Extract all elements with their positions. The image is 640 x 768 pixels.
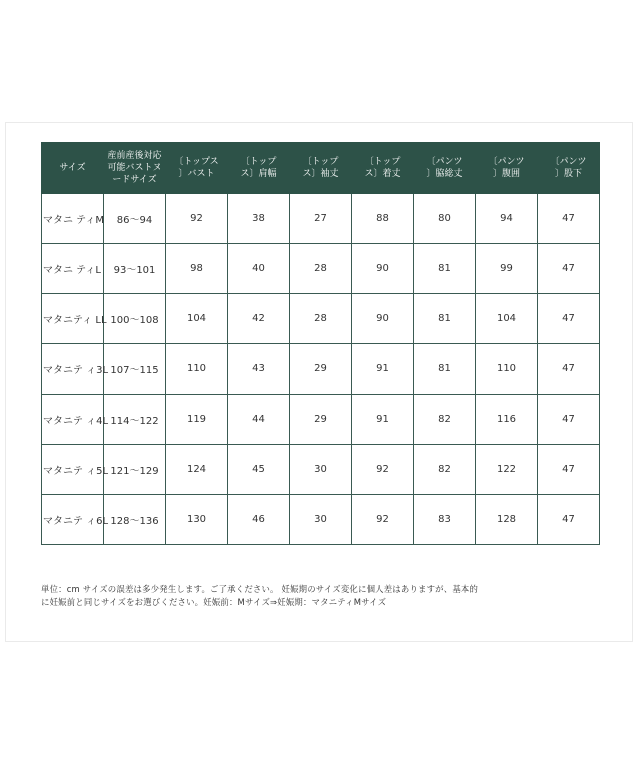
- table-cell: 92: [166, 194, 228, 244]
- header-cell: 〔パンツ 〕腹囲: [476, 143, 538, 194]
- table-cell: 30: [290, 494, 352, 544]
- table-cell: 40: [228, 244, 290, 294]
- header-cell: 〔トップ ス〕着丈: [352, 143, 414, 194]
- header-cell: 〔トップス 〕バスト: [166, 143, 228, 194]
- table-cell: 122: [476, 444, 538, 494]
- table-cell: 28: [290, 244, 352, 294]
- table-cell: 116: [476, 394, 538, 444]
- table-cell: 27: [290, 194, 352, 244]
- size-name-cell: マタニテ ィ5L: [42, 444, 104, 494]
- header-cell: 〔トップ ス〕肩幅: [228, 143, 290, 194]
- table-cell: 92: [352, 494, 414, 544]
- table-cell: 107～115: [104, 344, 166, 394]
- table-row: [42, 444, 600, 494]
- table-cell: 81: [414, 344, 476, 394]
- table-cell: 30: [290, 444, 352, 494]
- table-cell: 83: [414, 494, 476, 544]
- table-cell: 91: [352, 394, 414, 444]
- table-cell: 104: [476, 294, 538, 344]
- table-cell: 124: [166, 444, 228, 494]
- table-cell: 44: [228, 394, 290, 444]
- table-cell: 80: [414, 194, 476, 244]
- table-cell: 38: [228, 194, 290, 244]
- note-line-2: に妊娠前と同じサイズをお選びください。妊娠前：Mサイズ⇒妊娠期：マタニティMサイズ: [41, 597, 387, 607]
- table-row: [42, 344, 600, 394]
- note-line-1: 単位：cm サイズの誤差は多少発生します。ご了承ください。 妊娠期のサイズ変化に個人差はありますが、基本的: [41, 584, 479, 594]
- table-cell: 29: [290, 394, 352, 444]
- table-cell: 47: [538, 444, 600, 494]
- size-name-cell: マタニテ ィ3L: [42, 344, 104, 394]
- table-cell: 128: [476, 494, 538, 544]
- table-cell: 90: [352, 294, 414, 344]
- table-cell: 98: [166, 244, 228, 294]
- table-cell: 43: [228, 344, 290, 394]
- table-cell: 45: [228, 444, 290, 494]
- table-cell: 93～101: [104, 244, 166, 294]
- table-cell: 104: [166, 294, 228, 344]
- size-name-cell: マタニ ティM: [42, 194, 104, 244]
- header-cell: サイズ: [42, 143, 104, 194]
- table-row: [42, 394, 600, 444]
- header-row: [42, 143, 600, 194]
- table-row: [42, 244, 600, 294]
- table-cell: 82: [414, 444, 476, 494]
- size-name-cell: マタニティ LL: [42, 294, 104, 344]
- table-cell: 47: [538, 244, 600, 294]
- size-name-cell: マタニ ティL: [42, 244, 104, 294]
- table-cell: 86～94: [104, 194, 166, 244]
- table-cell: 88: [352, 194, 414, 244]
- table-row: [42, 494, 600, 544]
- table-row: [42, 194, 600, 244]
- table-cell: 121～129: [104, 444, 166, 494]
- table-cell: 94: [476, 194, 538, 244]
- size-chart-table: [41, 142, 600, 545]
- table-cell: 81: [414, 244, 476, 294]
- header-cell: 〔トップ ス〕袖丈: [290, 143, 352, 194]
- table-cell: 128～136: [104, 494, 166, 544]
- table-cell: 47: [538, 294, 600, 344]
- header-cell: 〔パンツ 〕脇総丈: [414, 143, 476, 194]
- header-cell: 産前産後対応 可能バストヌ ードサイズ: [104, 143, 166, 194]
- table-cell: 110: [476, 344, 538, 394]
- table-cell: 99: [476, 244, 538, 294]
- table-cell: 81: [414, 294, 476, 344]
- table-cell: 47: [538, 344, 600, 394]
- table-cell: 82: [414, 394, 476, 444]
- table-cell: 110: [166, 344, 228, 394]
- size-name-cell: マタニテ ィ6L: [42, 494, 104, 544]
- table-cell: 100～108: [104, 294, 166, 344]
- size-note: [41, 583, 601, 609]
- table-cell: 119: [166, 394, 228, 444]
- size-name-cell: マタニテ ィ4L: [42, 394, 104, 444]
- table-cell: 47: [538, 394, 600, 444]
- table-cell: 47: [538, 194, 600, 244]
- table-cell: 91: [352, 344, 414, 394]
- table-cell: 130: [166, 494, 228, 544]
- table-cell: 42: [228, 294, 290, 344]
- table-cell: 114～122: [104, 394, 166, 444]
- table-row: [42, 294, 600, 344]
- table-cell: 47: [538, 494, 600, 544]
- table-cell: 46: [228, 494, 290, 544]
- table-cell: 29: [290, 344, 352, 394]
- table-cell: 92: [352, 444, 414, 494]
- header-cell: 〔パンツ 〕股下: [538, 143, 600, 194]
- table-cell: 28: [290, 294, 352, 344]
- table-cell: 90: [352, 244, 414, 294]
